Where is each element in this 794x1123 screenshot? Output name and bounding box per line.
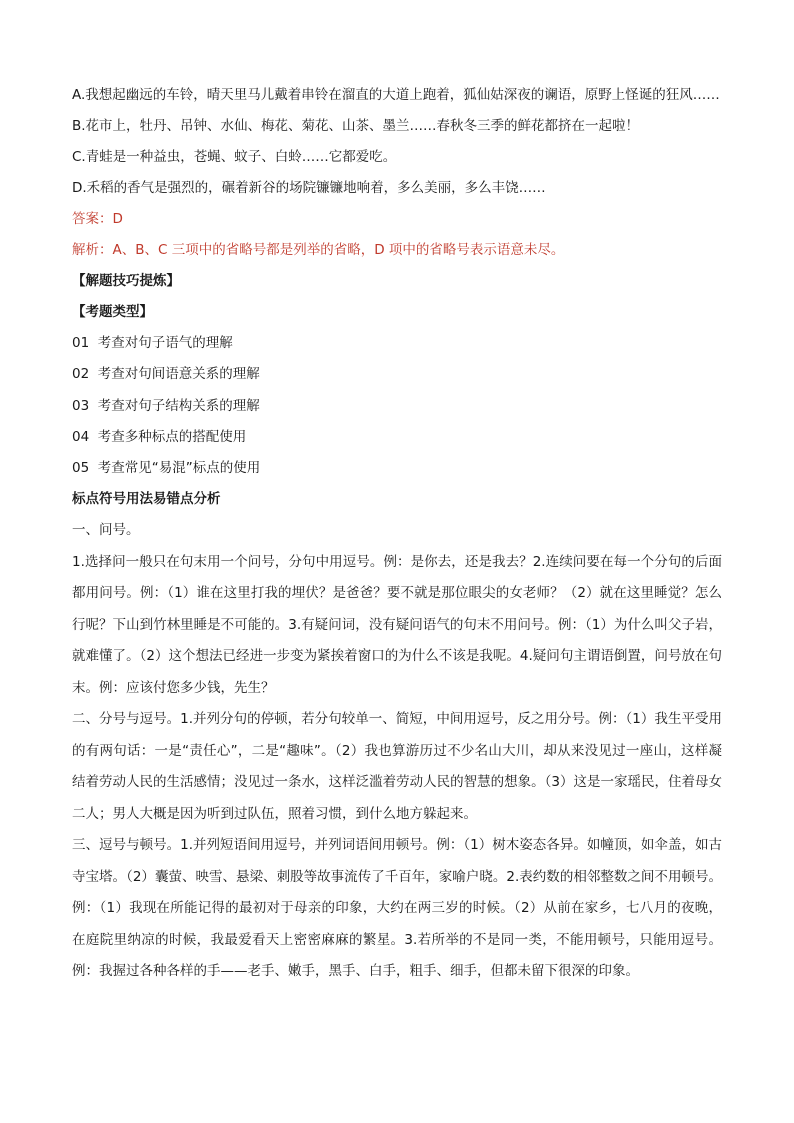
analysis-line: 解析：A、B、C 三项中的省略号都是列举的省略，D 项中的省略号表示语意未尽。 — [72, 242, 565, 258]
type-item-04: 04 考查多种标点的搭配使用 — [72, 428, 247, 445]
section-question-mark-body: 1.选择问一般只在句末用一个问号，分句中用逗号。例：是你去，还是我去？2.连续问要在每一个分句的后面都用问号。例：（1）谁在这里打我的埋伏？是爸爸？要不就是那位眼尖的女老师？（2）就在这里睡觉？怎么行呢？下山到竹林里睡是不可能的。3.有疑问词，没有疑问语气的句末不用问号。例：（1）为什么叫父子岩，就难懂了。（2）这个想法已经进一步变为紧挨着窗口的为什么不该是我呢。4.疑问句主谓语倒置，问号放在句末。例：应该付您多少钱，先生？ — [72, 553, 722, 696]
type-item-05: 05 考查常见“易混”标点的使用 — [72, 460, 261, 477]
section-semicolon-comma: 二、分号与逗号。1.并列分句的停顿，若分句较单一、简短，中间用逗号，反之用分号。例：（1）我生平受用的有两句话：一是“责任心”，二是“趣味”。（2）我也算游历过不少名山大川，却从来没见过一座山，这样凝结着劳动人民的生活感情；没见过一条水，这样泛滥着劳动人民的智慧的想象。（3）这是一家瑶民，住着母女二人；男人大概是因为听到过队伍，照着习惯，到什么地方躲起来。 — [72, 711, 722, 822]
answer-line: 答案：D — [72, 211, 123, 227]
document-body — [72, 80, 722, 988]
type-item-03: 03 考查对句子结构关系的理解 — [72, 397, 260, 414]
analysis-title: 标点符号用法易错点分析 — [72, 491, 221, 508]
option-c: C.青蛙是一种益虫，苍蝇、蚊子、白蛉……它都爱吃。 — [72, 149, 397, 165]
type-item-01: 01 考查对句子语气的理解 — [72, 335, 233, 351]
heading-skills: 【解题技巧提炼】 — [72, 273, 180, 289]
type-item-02: 02 考查对句间语意关系的理解 — [72, 366, 260, 383]
section-question-mark-title: 一、问号。 — [72, 522, 140, 539]
option-d: D.禾稻的香气是强烈的，碾着新谷的场院镰镰地响着，多么美丽，多么丰饶…… — [72, 180, 546, 196]
option-b: B.花市上，牡丹、吊钟、水仙、梅花、菊花、山茶、墨兰……春秋冬三季的鲜花都挤在一起啦！ — [72, 118, 640, 134]
section-comma-enumeration: 三、逗号与顿号。1.并列短语间用逗号，并列词语间用顿号。例：（1）树木姿态各异。如幢顶，如伞盖，如古寺宝塔。（2）囊萤、映雪、悬梁、刺股等故事流传了千百年，家喻户晓。2.表约数的相邻整数之间不用顿号。例：（1）我现在所能记得的最初对于母亲的印象，大约在两三岁的时候。（2）从前在家乡，七八月的夜晚，在庭院里纳凉的时候，我最爱看天上密密麻麻的繁星。3.若所举的不是同一类，不能用顿号，只能用逗号。例：我握过各种各样的手——老手、嫩手，黑手、白手，粗手、细手，但都未留下很深的印象。 — [72, 837, 722, 980]
option-a: A.我想起幽远的车铃，晴天里马儿戴着串铃在溜直的大道上跑着，狐仙姑深夜的谰语，原野上怪诞的狂风…… — [72, 87, 720, 103]
heading-types: 【考题类型】 — [72, 304, 153, 320]
